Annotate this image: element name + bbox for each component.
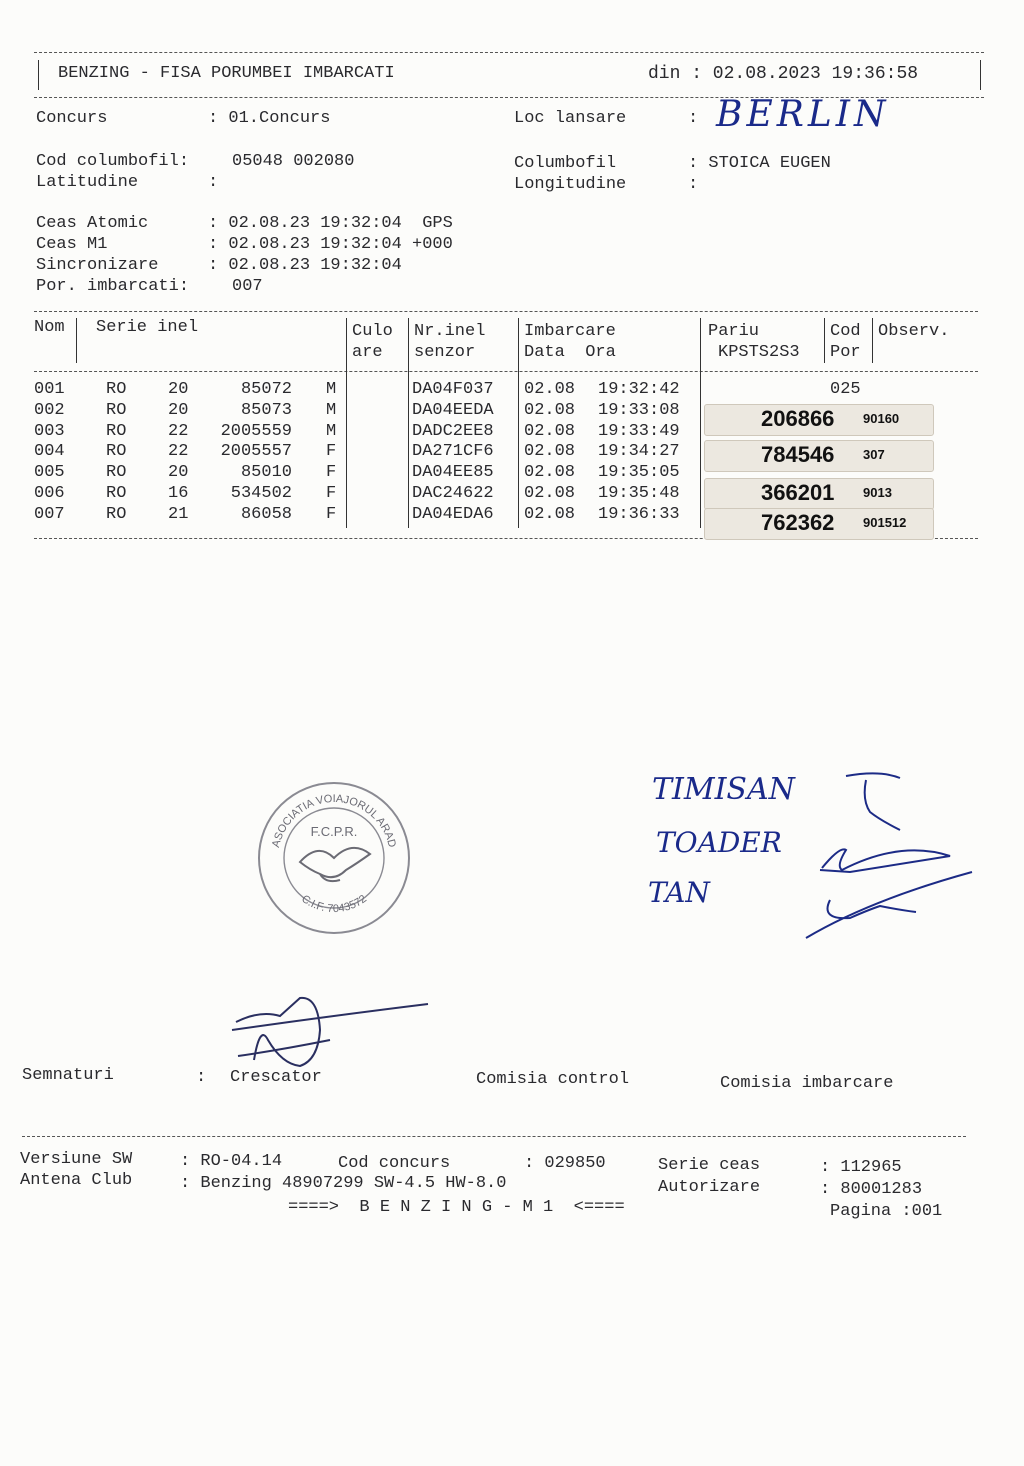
row-nom: 004 — [34, 442, 65, 462]
row-year: 20 — [168, 380, 189, 399]
row-year: 21 — [168, 504, 189, 524]
row-ring-number: 86058 — [240, 504, 292, 524]
row-country: RO — [106, 421, 127, 441]
autorizare-label: Autorizare — [658, 1178, 761, 1197]
ticket-code: 901512 — [863, 515, 907, 530]
por-imbarcati-value: 007 — [232, 277, 263, 296]
benzing-banner: ====> B E N Z I N G - M 1 <==== — [288, 1198, 625, 1217]
row-country: RO — [106, 504, 127, 524]
row-sex: M — [326, 380, 337, 399]
row-country: RO — [106, 442, 127, 462]
row-sex: M — [326, 421, 337, 441]
row-country: RO — [106, 463, 127, 483]
row-date: 02.08 — [524, 463, 576, 483]
versiune-value: : RO-04.14 — [180, 1152, 283, 1171]
stamp-center-text: F.C.P.R. — [310, 824, 358, 839]
row-ring-number: 85072 — [240, 380, 292, 399]
row-sex: F — [326, 504, 337, 524]
row-sensor: DA04F037 — [412, 380, 494, 399]
antena-value: : Benzing 48907299 SW-4.5 HW-8.0 — [180, 1174, 507, 1193]
document-date: din : 02.08.2023 19:36:58 — [648, 64, 919, 84]
col-header-pariu-2: KPSTS2S3 — [718, 343, 800, 362]
row-nom: 003 — [34, 421, 65, 441]
row-sensor: DAC24622 — [412, 484, 494, 503]
autorizare-value: : 80001283 — [820, 1180, 923, 1199]
signature-2 — [820, 849, 950, 872]
col-header-nom: Nom — [34, 318, 65, 337]
cod-columbofil-value: 05048 002080 — [232, 152, 355, 171]
row-ring-number: 2005557 — [220, 442, 292, 462]
row-cod-por: 025 — [830, 380, 861, 399]
row-country: RO — [106, 400, 127, 420]
row-sex: F — [326, 463, 337, 483]
longitudine-colon: : — [688, 175, 699, 194]
stamp-bottom-text: C.I.F. 7043572 — [299, 892, 369, 916]
row-sex: M — [326, 400, 337, 420]
row-ring-number: 85010 — [240, 463, 292, 483]
col-header-imbarcare-1: Imbarcare — [524, 322, 616, 341]
row-year: 22 — [168, 442, 189, 462]
columbofil-label: Columbofil — [514, 154, 617, 173]
row-time: 19:35:48 — [598, 484, 680, 503]
ticket-code: 9013 — [863, 485, 892, 500]
crescator-signature — [232, 998, 428, 1066]
committee-name-2: TOADER — [656, 826, 782, 859]
longitudine-label: Longitudine — [514, 175, 627, 194]
comisia-imbarcare-label: Comisia imbarcare — [720, 1074, 894, 1093]
ceas-m1-value: : 02.08.23 19:32:04 +000 — [208, 235, 453, 254]
col-header-culoare-1: Culo — [352, 322, 393, 341]
ticket-code: 90160 — [863, 411, 900, 426]
col-header-cod-2: Por — [830, 343, 861, 362]
row-date: 02.08 — [524, 380, 576, 399]
row-year: 16 — [168, 484, 189, 503]
col-header-imbarcare-2: Data Ora — [524, 343, 616, 362]
ceas-atomic-label: Ceas Atomic — [36, 214, 149, 233]
row-ring-number: 2005559 — [220, 421, 292, 441]
row-date: 02.08 — [524, 442, 576, 462]
col-header-culoare-2: are — [352, 343, 383, 362]
row-year: 22 — [168, 421, 189, 441]
row-time: 19:34:27 — [598, 442, 680, 462]
row-sex: F — [326, 442, 337, 462]
serie-ceas-value: : 112965 — [820, 1158, 902, 1177]
row-date: 02.08 — [524, 484, 576, 503]
columbofil-value: : STOICA EUGEN — [688, 154, 831, 173]
col-header-observ: Observ. — [878, 322, 950, 341]
stamp-top-text: ASOCIATIA VOIAJORUL ARAD — [270, 792, 398, 849]
por-imbarcati-label: Por. imbarcati: — [36, 277, 190, 296]
row-ring-number: 534502 — [230, 484, 292, 503]
ticket-number: 366201 — [761, 480, 835, 505]
cod-concurs-value: : 029850 — [524, 1154, 606, 1173]
ceas-atomic-value: : 02.08.23 19:32:04 GPS — [208, 214, 453, 233]
row-time: 19:36:33 — [598, 504, 680, 524]
loc-lansare-handwritten: BERLIN — [716, 94, 890, 135]
ticket-number: 762362 — [761, 510, 835, 535]
semnaturi-label: Semnaturi — [22, 1066, 114, 1085]
committee-name-3: TAN — [648, 876, 710, 909]
row-sensor: DA04EDA6 — [412, 504, 494, 524]
sincronizare-value: : 02.08.23 19:32:04 — [208, 256, 402, 275]
latitudine-label: Latitudine — [36, 173, 139, 192]
concurs-label: Concurs — [36, 109, 108, 128]
row-year: 20 — [168, 463, 189, 483]
semnaturi-colon: : — [196, 1068, 207, 1087]
loc-lansare-colon: : — [688, 109, 699, 128]
versiune-label: Versiune SW — [20, 1150, 133, 1169]
row-country: RO — [106, 380, 127, 399]
serie-ceas-label: Serie ceas — [658, 1156, 761, 1175]
row-sensor: DA04EE85 — [412, 463, 494, 483]
latitudine-colon: : — [208, 173, 219, 192]
document-title: BENZING - FISA PORUMBEI IMBARCATI — [58, 64, 395, 83]
row-time: 19:35:05 — [598, 463, 680, 483]
row-time: 19:33:08 — [598, 400, 680, 420]
col-header-pariu-1: Pariu — [708, 322, 760, 341]
row-date: 02.08 — [524, 421, 576, 441]
row-year: 20 — [168, 400, 189, 420]
comisia-control-label: Comisia control — [476, 1070, 630, 1089]
cod-concurs-label: Cod concurs — [338, 1154, 451, 1173]
row-time: 19:32:42 — [598, 380, 680, 399]
col-header-nrinel-1: Nr.inel — [414, 322, 486, 341]
row-country: RO — [106, 484, 127, 503]
row-date: 02.08 — [524, 400, 576, 420]
row-nom: 001 — [34, 380, 65, 399]
row-sensor: DADC2EE8 — [412, 421, 494, 441]
signature-3 — [806, 872, 972, 938]
row-nom: 005 — [34, 463, 65, 483]
footer-top-border — [22, 1136, 966, 1137]
signature-1 — [846, 773, 900, 830]
ceas-m1-label: Ceas M1 — [36, 235, 108, 254]
ticket-number: 206866 — [761, 406, 835, 431]
page-number: Pagina :001 — [830, 1202, 943, 1221]
row-sensor: DA04EEDA — [412, 400, 494, 420]
ticket-code: 307 — [863, 447, 885, 462]
row-nom: 002 — [34, 400, 65, 420]
loc-lansare-label: Loc lansare — [514, 109, 627, 128]
row-nom: 006 — [34, 484, 65, 503]
row-nom: 007 — [34, 504, 65, 524]
row-time: 19:33:49 — [598, 421, 680, 441]
cod-columbofil-label: Cod columbofil: — [36, 152, 190, 171]
antena-label: Antena Club — [20, 1171, 133, 1190]
concurs-value: : 01.Concurs — [208, 109, 331, 128]
col-header-nrinel-2: senzor — [414, 343, 476, 362]
row-ring-number: 85073 — [240, 400, 292, 420]
row-date: 02.08 — [524, 504, 576, 524]
crescator-label: Crescator — [230, 1068, 322, 1087]
col-header-serie: Serie inel — [96, 318, 199, 337]
sincronizare-label: Sincronizare — [36, 256, 159, 275]
row-sensor: DA271CF6 — [412, 442, 494, 462]
ticket-number: 784546 — [761, 442, 835, 467]
committee-name-1: TIMISAN — [652, 772, 795, 807]
row-sex: F — [326, 484, 337, 503]
col-header-cod-1: Cod — [830, 322, 861, 341]
